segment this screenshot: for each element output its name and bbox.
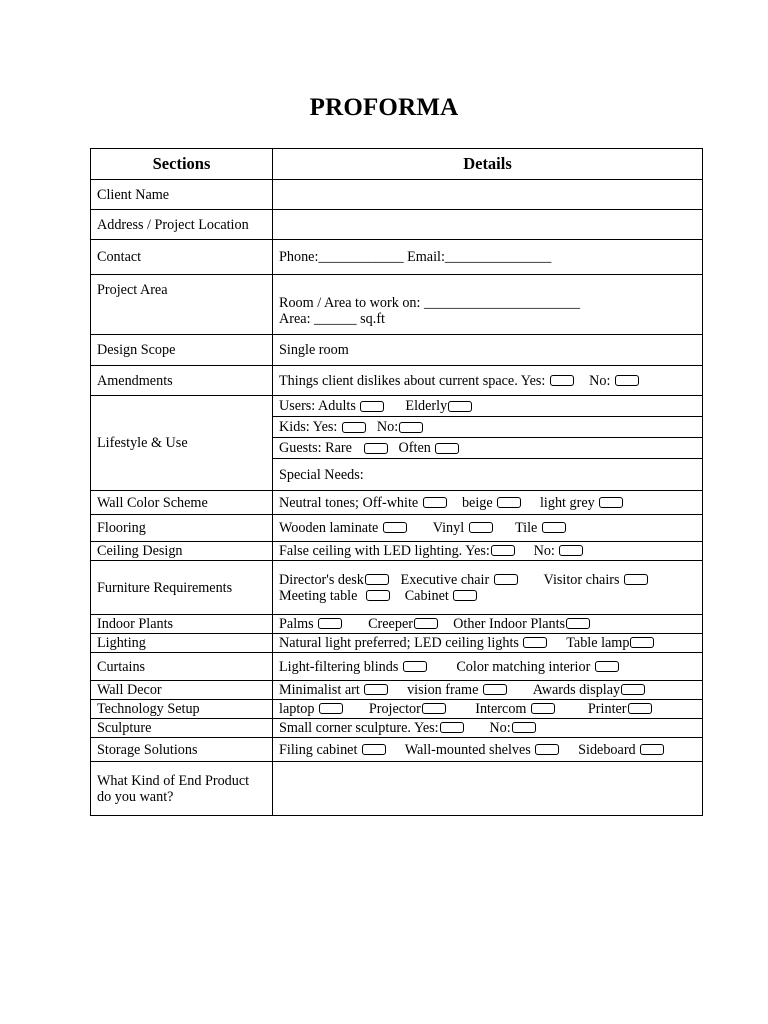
palms-label: Palms [279, 616, 314, 632]
light-grey-label: light grey [539, 494, 595, 511]
vision-frame-checkbox[interactable] [483, 684, 507, 695]
lighting-field [273, 634, 703, 653]
intercom-label: Intercom [475, 701, 527, 717]
furniture-field [273, 561, 703, 615]
meeting-table-label: Meeting table [279, 587, 358, 604]
sculpture-yes-checkbox[interactable] [440, 722, 464, 733]
wall-decor-field [273, 681, 703, 700]
creeper-label: Creeper [368, 616, 413, 632]
amendments-field [273, 366, 703, 396]
elderly-checkbox[interactable] [448, 401, 472, 412]
ceiling-no-label: No: [533, 543, 555, 559]
ceiling-text: False ceiling with LED lighting. Yes: [279, 543, 490, 559]
vinyl-checkbox[interactable] [469, 522, 493, 533]
address-field[interactable] [273, 210, 703, 240]
sideboard-label: Sideboard [578, 741, 636, 758]
off-white-label: Neutral tones; Off-white [279, 494, 419, 511]
plants-field [273, 615, 703, 634]
lighting-label: Lighting [91, 634, 273, 653]
ceiling-yes-checkbox[interactable] [491, 545, 515, 556]
amendments-no-label: No: [589, 372, 611, 389]
ceiling-field [273, 542, 703, 561]
guests-often-checkbox[interactable] [435, 443, 459, 454]
lifestyle-field [273, 396, 703, 491]
directors-desk-label: Director's desk [279, 571, 364, 588]
ceiling-no-checkbox[interactable] [559, 545, 583, 556]
visitor-chairs-label: Visitor chairs [543, 571, 620, 588]
phone-field[interactable]: Phone:____________ [279, 249, 404, 265]
laptop-label: laptop [279, 701, 315, 717]
sculpture-no-label: No: [489, 720, 511, 736]
awards-display-label: Awards display [532, 682, 621, 698]
amendments-label: Amendments [91, 366, 273, 396]
beige-checkbox[interactable] [497, 497, 521, 508]
proforma-table [90, 148, 703, 816]
guests-label: Guests: Rare [279, 440, 352, 456]
cabinet-checkbox[interactable] [453, 590, 477, 601]
lifestyle-label: Lifestyle & Use [91, 396, 273, 491]
lifestyle-guests-row [273, 438, 702, 459]
project-area-label: Project Area [91, 275, 273, 335]
project-area-field[interactable] [273, 275, 703, 335]
kids-yes-checkbox[interactable] [342, 422, 366, 433]
blinds-label: Light-filtering blinds [279, 658, 399, 675]
minimalist-art-checkbox[interactable] [364, 684, 388, 695]
contact-label: Contact [91, 240, 273, 275]
meeting-table-checkbox[interactable] [366, 590, 390, 601]
flooring-label: Flooring [91, 515, 273, 542]
led-ceiling-label: Natural light preferred; LED ceiling lights [279, 635, 519, 651]
other-plants-label: Other Indoor Plants [453, 616, 566, 632]
lifestyle-users-row [273, 396, 702, 417]
kids-no-label: No: [376, 419, 399, 435]
wooden-laminate-checkbox[interactable] [383, 522, 407, 533]
visitor-chairs-checkbox[interactable] [624, 574, 648, 585]
details-header: Details [273, 149, 703, 180]
plants-label: Indoor Plants [91, 615, 273, 634]
client-name-label: Client Name [91, 180, 273, 210]
storage-field [273, 738, 703, 762]
sculpture-text: Small corner sculpture. Yes: [279, 720, 439, 736]
tech-field [273, 700, 703, 719]
lifestyle-kids-row [273, 417, 702, 438]
wall-decor-label: Wall Decor [91, 681, 273, 700]
guests-rare-checkbox[interactable] [364, 443, 388, 454]
palms-checkbox[interactable] [318, 618, 342, 629]
lifestyle-special-row [273, 459, 702, 490]
client-name-field[interactable] [273, 180, 703, 210]
led-ceiling-checkbox[interactable] [523, 637, 547, 648]
printer-checkbox[interactable] [628, 703, 652, 714]
filing-cabinet-checkbox[interactable] [362, 744, 386, 755]
tile-label: Tile [515, 520, 538, 536]
sculpture-no-checkbox[interactable] [512, 722, 536, 733]
often-label: Often [398, 440, 431, 456]
amendments-yes-checkbox[interactable] [550, 375, 574, 386]
intercom-checkbox[interactable] [531, 703, 555, 714]
curtains-label: Curtains [91, 653, 273, 681]
printer-label: Printer [587, 701, 627, 717]
directors-desk-checkbox[interactable] [365, 574, 389, 585]
table-lamp-label: Table lamp [566, 635, 630, 651]
color-matching-checkbox[interactable] [595, 661, 619, 672]
elderly-label: Elderly [405, 398, 448, 414]
email-field[interactable]: Email:_______________ [407, 249, 552, 265]
creeper-checkbox[interactable] [414, 618, 438, 629]
color-matching-label: Color matching interior [456, 658, 591, 675]
table-lamp-checkbox[interactable] [630, 637, 654, 648]
sideboard-checkbox[interactable] [640, 744, 664, 755]
executive-chair-label: Executive chair [400, 571, 490, 588]
sections-header: Sections [91, 149, 273, 180]
furniture-label: Furniture Requirements [91, 561, 273, 615]
end-product-field[interactable] [273, 762, 703, 816]
wall-shelves-label: Wall-mounted shelves [404, 741, 531, 758]
wooden-laminate-label: Wooden laminate [279, 520, 379, 536]
amendments-text: Things client dislikes about current space. Yes: [279, 372, 546, 389]
vinyl-label: Vinyl [432, 520, 465, 536]
flooring-field [273, 515, 703, 542]
special-needs-label[interactable]: Special Needs: [279, 466, 364, 483]
storage-label: Storage Solutions [91, 738, 273, 762]
sculpture-field [273, 719, 703, 738]
awards-display-checkbox[interactable] [621, 684, 645, 695]
adults-checkbox[interactable] [360, 401, 384, 412]
users-label: Users: Adults [279, 398, 356, 414]
kids-label: Kids: Yes: [279, 419, 338, 435]
wall-color-field [273, 491, 703, 515]
executive-chair-checkbox[interactable] [494, 574, 518, 585]
projector-label: Projector [368, 701, 421, 717]
blinds-checkbox[interactable] [403, 661, 427, 672]
room-field[interactable]: Room / Area to work on: ______________________ [279, 294, 581, 311]
amendments-no-checkbox[interactable] [615, 375, 639, 386]
off-white-checkbox[interactable] [423, 497, 447, 508]
tech-label: Technology Setup [91, 700, 273, 719]
area-field[interactable]: Area: ______ sq.ft [279, 310, 385, 327]
wall-color-label: Wall Color Scheme [91, 491, 273, 515]
projector-checkbox[interactable] [422, 703, 446, 714]
page-title: PROFORMA [309, 94, 459, 121]
wall-shelves-checkbox[interactable] [535, 744, 559, 755]
other-plants-checkbox[interactable] [566, 618, 590, 629]
laptop-checkbox[interactable] [319, 703, 343, 714]
cabinet-label: Cabinet [404, 587, 449, 604]
curtains-field [273, 653, 703, 681]
end-product-label: What Kind of End Product do you want? [91, 762, 273, 816]
ceiling-label: Ceiling Design [91, 542, 273, 561]
kids-no-checkbox[interactable] [399, 422, 423, 433]
light-grey-checkbox[interactable] [599, 497, 623, 508]
design-scope-label: Design Scope [91, 335, 273, 366]
contact-field[interactable] [273, 240, 703, 275]
beige-label: beige [461, 494, 493, 511]
sculpture-label: Sculpture [91, 719, 273, 738]
design-scope-value: Single room [273, 335, 703, 366]
filing-cabinet-label: Filing cabinet [279, 741, 358, 758]
address-label: Address / Project Location [91, 210, 273, 240]
vision-frame-label: vision frame [407, 682, 479, 698]
minimalist-art-label: Minimalist art [279, 682, 360, 698]
tile-checkbox[interactable] [542, 522, 566, 533]
